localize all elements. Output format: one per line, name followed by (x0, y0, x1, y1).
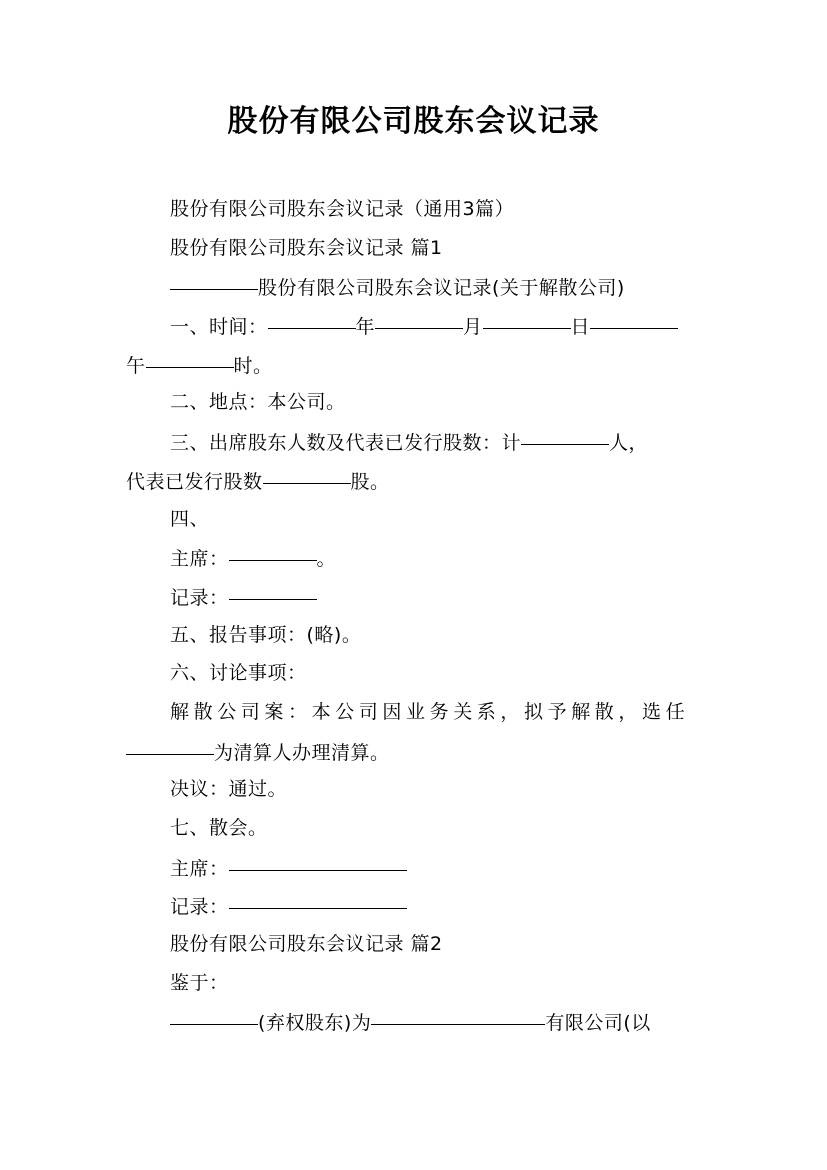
attend-label: 三、出席股东人数及代表已发行股数：计 (170, 432, 522, 455)
part1-heading: 股份有限公司股东会议记录 篇1 (170, 236, 443, 259)
item4-text: 四、 (170, 507, 210, 530)
dissolve-line (126, 693, 706, 732)
item4-line (126, 500, 706, 539)
day-text: 日 (570, 316, 591, 339)
item5-line (126, 616, 706, 655)
liquidator-line (126, 732, 706, 771)
chair-blank (229, 534, 317, 561)
time-label: 一、时间： (170, 316, 268, 339)
resolution-text: 决议：通过。 (170, 778, 288, 801)
place-line (126, 383, 706, 422)
recorder-blank (229, 573, 317, 600)
company-name-blank (170, 263, 258, 290)
recorder-label: 记录： (170, 586, 229, 609)
waiver-holder-blank (170, 998, 258, 1025)
chair-sign-blank (229, 844, 407, 871)
whereas-text: 鉴于： (170, 971, 229, 994)
dissolve-text: 解散公司案：本公司因业务关系，拟予解散，选任 (170, 700, 690, 723)
time-line-cont (126, 345, 706, 384)
month-blank (375, 302, 463, 329)
person-suffix: 人， (609, 432, 649, 455)
attend-line (126, 422, 706, 461)
liquidator-suffix: 为清算人办理清算。 (214, 741, 390, 764)
noon-text: 午 (126, 354, 146, 377)
chair-suffix: 。 (316, 548, 337, 571)
part1-heading-line (126, 229, 706, 268)
waiver-mid: (弃权股东)为 (258, 1012, 372, 1035)
record-title-line (126, 267, 706, 306)
recorder-sign-label: 记录： (170, 896, 229, 919)
chair-sign-line (126, 848, 706, 887)
ampm-blank (590, 302, 678, 329)
recorder-sign-line (126, 886, 706, 925)
chair-label: 主席： (170, 548, 229, 571)
hour-text: 时。 (233, 354, 273, 377)
liquidator-blank (126, 728, 214, 755)
waiver-line (126, 1002, 706, 1041)
part2-heading: 股份有限公司股东会议记录 篇2 (170, 933, 443, 956)
shares-line (126, 461, 706, 500)
chair-line (126, 538, 706, 577)
year-text: 年 (355, 316, 376, 339)
item7-line (126, 809, 706, 848)
day-blank (483, 302, 571, 329)
chair-sign-label: 主席： (170, 857, 229, 880)
recorder-line (126, 577, 706, 616)
attend-count-blank (521, 418, 609, 445)
place-text: 二、地点：本公司。 (170, 391, 346, 414)
year-blank (268, 302, 356, 329)
item5-text: 五、报告事项：(略)。 (170, 623, 362, 646)
item6-text: 六、讨论事项： (170, 662, 307, 685)
document-body (126, 190, 706, 1041)
time-line (126, 306, 706, 345)
subtitle-text: 股份有限公司股东会议记录（通用3篇） (170, 198, 515, 220)
subtitle-line (126, 190, 706, 229)
resolution-line (126, 770, 706, 809)
item7-text: 七、散会。 (170, 817, 268, 839)
recorder-sign-blank (229, 882, 407, 909)
shares-label: 代表已发行股数 (126, 470, 263, 493)
waiver-suffix: 有限公司(以 (545, 1012, 651, 1035)
month-text: 月 (463, 316, 483, 339)
shares-blank (263, 457, 351, 484)
record-title-text: 股份有限公司股东会议记录(关于解散公司) (258, 277, 625, 300)
waiver-company-blank (371, 998, 545, 1025)
part2-heading-line (126, 925, 706, 964)
shares-suffix: 股。 (350, 470, 390, 493)
whereas-line (126, 964, 706, 1003)
document-title: 股份有限公司股东会议记录 (227, 104, 600, 139)
item6-line (126, 654, 706, 693)
hour-blank (146, 341, 234, 368)
